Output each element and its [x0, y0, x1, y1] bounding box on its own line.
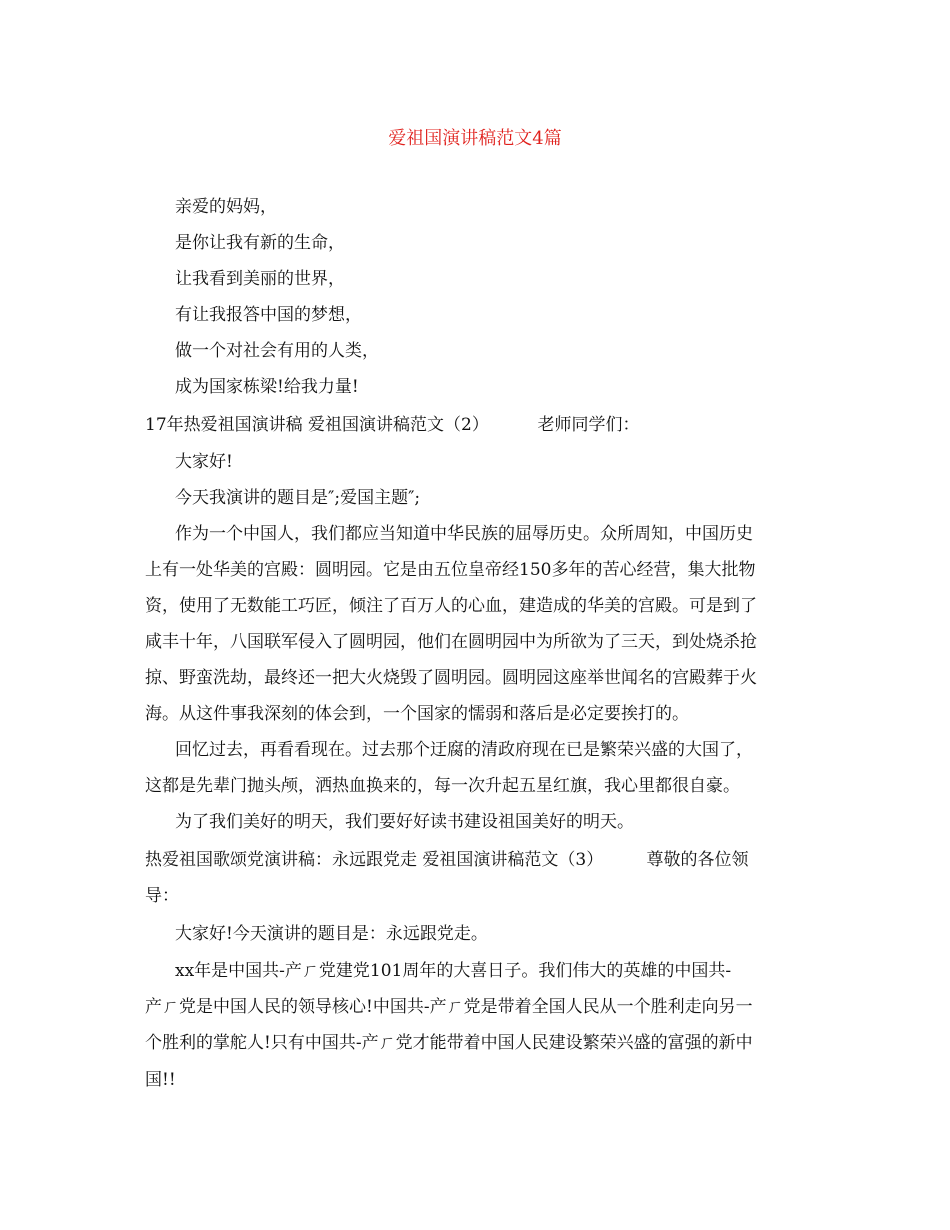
text-line: 让我看到美丽的世界， [175, 269, 345, 289]
text-line: 资，使用了无数能工巧匠，倾注了百万人的心血，建造成的华美的宫殿。可是到了 [145, 596, 757, 616]
text-line: 大家好!今天演讲的题目是：永远跟党走。 [175, 924, 488, 944]
text-line: 产ㄏ党是中国人民的领导核心!中国共-产ㄏ党是带着全国人民从一个胜利走向另一 [145, 997, 753, 1017]
text-line: 这都是先辈门抛头颅，洒热血换来的，每一次升起五星红旗，我心里都很自豪。 [145, 776, 740, 796]
text-line: 国!! [145, 1070, 176, 1090]
text-line: 为了我们美好的明天，我们要好好读书建设祖国美好的明天。 [175, 812, 634, 832]
document-title: 爱祖国演讲稿范文4篇 [388, 128, 562, 149]
text-line: 个胜利的掌舵人!只有中国共-产ㄏ党才能带着中国人民建设繁荣兴盛的富强的新中 [145, 1033, 753, 1053]
text-line: 海。从这件事我深刻的体会到，一个国家的懦弱和落后是必定要挨打的。 [145, 704, 689, 724]
text-line: 是你让我有新的生命， [175, 233, 345, 253]
text-line: 回忆过去，再看看现在。过去那个迂腐的清政府现在已是繁荣兴盛的大国了， [175, 740, 753, 760]
text-line: 咸丰十年，八国联军侵入了圆明园，他们在圆明园中为所欲为了三天，到处烧杀抢 [145, 632, 757, 652]
text-line: xx年是中国共-产ㄏ党建党101周年的大喜日子。我们伟大的英雄的中国共- [175, 961, 732, 981]
text-line: 掠、野蛮洗劫，最终还一把大火烧毁了圆明园。圆明园这座举世闻名的宫殿葬于火 [145, 668, 757, 688]
text-line: 上有一处华美的宫殿：圆明园。它是由五位皇帝经150多年的苦心经营，集大批物 [145, 560, 756, 580]
text-line: 成为国家栋梁!给我力量! [175, 377, 359, 397]
text-line: 大家好! [175, 452, 233, 472]
text-line: 作为一个中国人，我们都应当知道中华民族的屈辱历史。众所周知，中国历史 [175, 524, 753, 544]
text-line: 热爱祖国歌颂党演讲稿：永远跟党走 爱祖国演讲稿范文（3） 尊敬的各位领 [145, 850, 749, 870]
text-line: 有让我报答中国的梦想， [175, 305, 362, 325]
text-line: 亲爱的妈妈， [175, 197, 277, 217]
text-line: 做一个对社会有用的人类， [175, 341, 379, 361]
text-line: 今天我演讲的题目是″;爱国主题″; [175, 488, 421, 508]
text-line: 17年热爱祖国演讲稿 爱祖国演讲稿范文（2） 老师同学们： [145, 415, 640, 435]
text-line: 导： [145, 886, 179, 906]
